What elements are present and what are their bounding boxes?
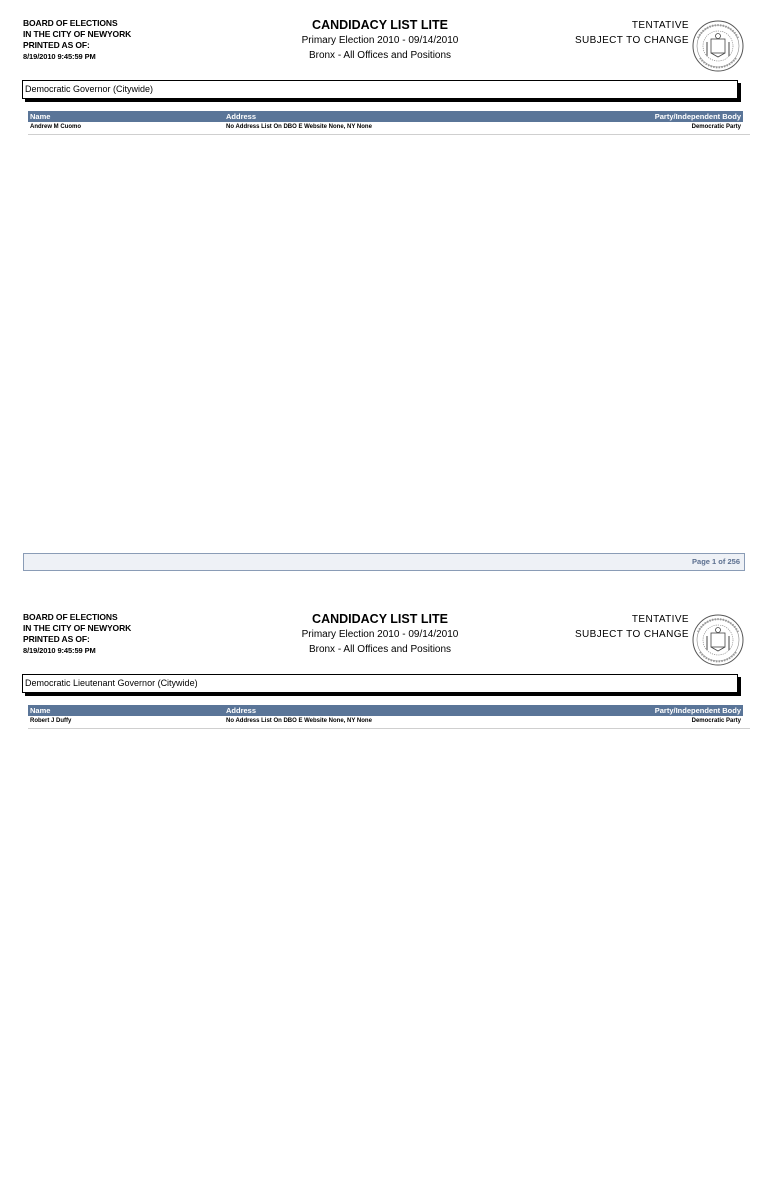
report-title-block — [230, 18, 530, 63]
candidate-party: Democratic Party — [691, 718, 741, 724]
column-header-address: Address — [226, 706, 257, 715]
report-page — [0, 594, 768, 1188]
report-title: CANDIDACY LIST LITE — [312, 612, 448, 626]
scope-subtitle: Bronx - All Offices and Positions — [308, 644, 452, 655]
org-line: IN THE CITY OF NEWYORK — [23, 29, 132, 39]
candidate-name: Robert J Duffy — [30, 718, 72, 724]
column-header-name: Name — [30, 112, 51, 121]
table-header — [28, 111, 743, 122]
org-line: BOARD OF ELECTIONS — [23, 18, 118, 28]
org-line: PRINTED AS OF: — [23, 40, 90, 50]
status-line: SUBJECT TO CHANGE — [574, 35, 689, 46]
organization-block — [23, 18, 131, 62]
column-header-address: Address — [226, 112, 257, 121]
status-line: TENTATIVE — [631, 20, 689, 31]
board-seal-icon — [692, 20, 744, 72]
status-block — [575, 612, 689, 642]
office-heading: Democratic Governor (Citywide) — [22, 80, 738, 99]
candidate-address: No Address List On DBO E Website None, NY None — [226, 718, 372, 724]
report-title: CANDIDACY LIST LITE — [312, 18, 448, 32]
printed-date: 8/19/2010 9:45:59 PM — [23, 52, 96, 61]
status-block — [575, 18, 689, 48]
org-line: BOARD OF ELECTIONS — [23, 612, 118, 622]
status-line: SUBJECT TO CHANGE — [574, 629, 689, 640]
table-row — [28, 716, 750, 729]
candidate-name: Andrew M Cuomo — [30, 124, 81, 130]
column-header-name: Name — [30, 706, 51, 715]
page-footer — [23, 553, 745, 571]
column-header-party: Party/Independent Body — [654, 112, 741, 121]
page-number: Page 1 of 256 — [692, 557, 740, 566]
board-seal-icon — [692, 614, 744, 666]
org-line: PRINTED AS OF: — [23, 634, 90, 644]
report-title-block — [230, 612, 530, 657]
org-line: IN THE CITY OF NEWYORK — [23, 623, 132, 633]
candidate-party: Democratic Party — [691, 124, 741, 130]
election-subtitle: Primary Election 2010 - 09/14/2010 — [301, 35, 459, 46]
organization-block — [23, 612, 131, 656]
election-subtitle: Primary Election 2010 - 09/14/2010 — [301, 629, 459, 640]
candidate-address: No Address List On DBO E Website None, NY None — [226, 124, 372, 130]
column-header-party: Party/Independent Body — [654, 706, 741, 715]
printed-date: 8/19/2010 9:45:59 PM — [23, 646, 96, 655]
table-row — [28, 122, 750, 135]
status-line: TENTATIVE — [631, 614, 689, 625]
office-heading: Democratic Lieutenant Governor (Citywide) — [22, 674, 738, 693]
scope-subtitle: Bronx - All Offices and Positions — [308, 50, 452, 61]
table-header — [28, 705, 743, 716]
